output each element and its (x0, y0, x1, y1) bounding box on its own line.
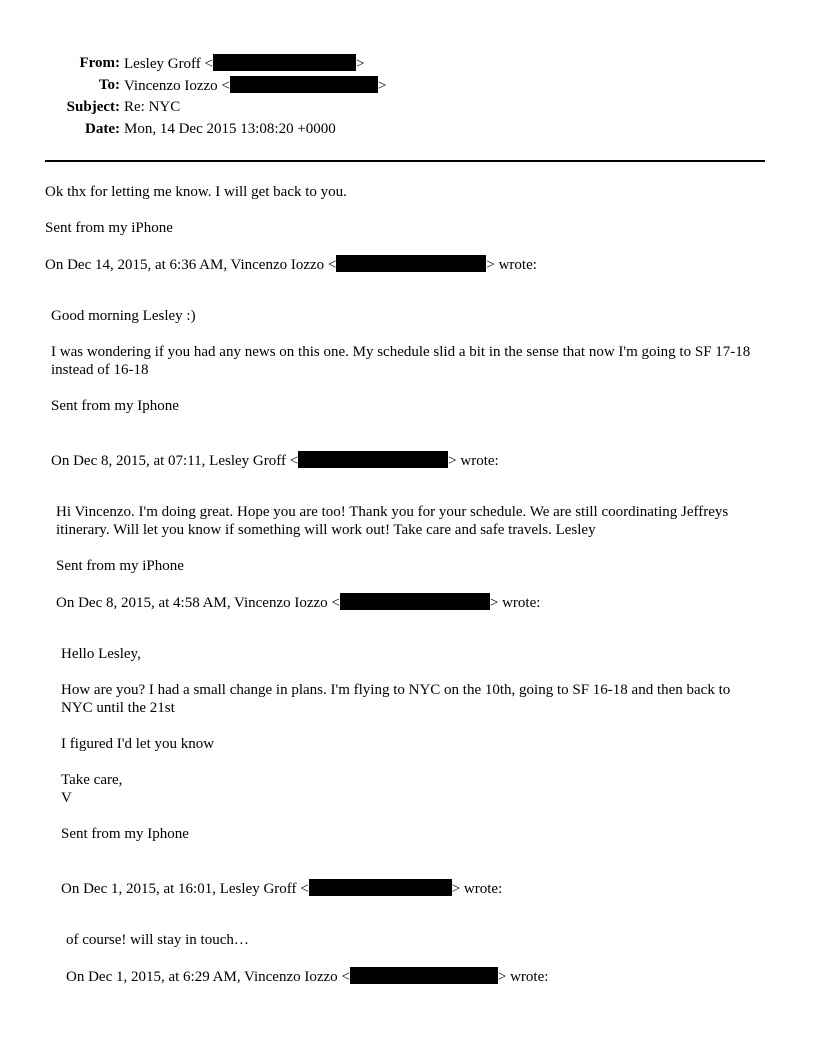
quote-signature: Sent from my Iphone (61, 826, 189, 842)
attribution-suffix: > wrote: (486, 257, 537, 273)
to-label: To: (98, 77, 120, 93)
quote-paragraph: Hi Vincenzo. I'm doing great. Hope you are too! Thank you for your schedule. We are still coordinating Jeffreys itinerary. Will let you know if something will work out! Take care and safe travels. Lesley (56, 504, 729, 538)
attribution-text: On Dec 8, 2015, at 07:11, Lesley Groff < (51, 453, 299, 469)
signature: Sent from my iPhone (45, 220, 173, 236)
to-value (124, 76, 386, 95)
redaction-box (350, 967, 498, 984)
quote-attribution (51, 451, 499, 470)
from-name: Lesley Groff < (124, 56, 213, 72)
quote-greeting: Hello Lesley, (61, 646, 141, 662)
quote-attribution (66, 967, 548, 986)
quote-paragraph: How are you? I had a small change in plans. I'm flying to NYC on the 10th, going to SF 16-18 and then back to NYC until the 21st (61, 682, 731, 716)
redaction-box (213, 54, 356, 71)
quote-paragraph: of course! will stay in touch… (66, 932, 249, 948)
date-value: Mon, 14 Dec 2015 13:08:20 +0000 (124, 121, 336, 137)
header-divider (45, 160, 765, 162)
from-label: From: (79, 55, 120, 71)
redaction-box (298, 451, 448, 468)
reply-text: Ok thx for letting me know. I will get back to you. (45, 184, 347, 200)
attribution-text: On Dec 8, 2015, at 4:58 AM, Vincenzo Iozzo < (56, 595, 340, 611)
subject-label: Subject: (66, 99, 120, 115)
from-value (124, 54, 364, 73)
quote-line: I figured I'd let you know (61, 736, 215, 752)
redaction-box (309, 879, 452, 896)
attribution-text: On Dec 1, 2015, at 16:01, Lesley Groff < (61, 881, 309, 897)
to-close: > (377, 78, 387, 94)
quote-paragraph: I was wondering if you had any news on this one. My schedule slid a bit in the sense that now I'm going to SF 17-18 instead of 16-18 (51, 344, 751, 378)
quote-closing: Take care, (61, 772, 123, 788)
date-label: Date: (85, 121, 120, 137)
quote-initial: V (61, 790, 72, 806)
attribution-text: On Dec 14, 2015, at 6:36 AM, Vincenzo Iozzo < (45, 257, 337, 273)
attribution-text: On Dec 1, 2015, at 6:29 AM, Vincenzo Iozzo < (66, 969, 350, 985)
attribution-suffix: > wrote: (451, 881, 503, 897)
from-close: > (356, 56, 365, 72)
attribution-suffix: > wrote: (489, 595, 541, 611)
attribution-suffix: > wrote: (497, 969, 549, 985)
quote-attribution (61, 879, 502, 898)
quote-attribution (56, 593, 540, 612)
to-name: Vincenzo Iozzo < (124, 78, 230, 94)
attribution-suffix: > wrote: (448, 453, 499, 469)
quote-signature: Sent from my Iphone (51, 398, 179, 414)
redaction-box (336, 255, 486, 272)
quote-attribution (45, 255, 537, 274)
redaction-box (340, 593, 490, 610)
redaction-box (230, 76, 378, 93)
quote-greeting: Good morning Lesley :) (51, 308, 196, 324)
quote-signature: Sent from my iPhone (56, 558, 184, 574)
subject-value: Re: NYC (124, 99, 181, 115)
